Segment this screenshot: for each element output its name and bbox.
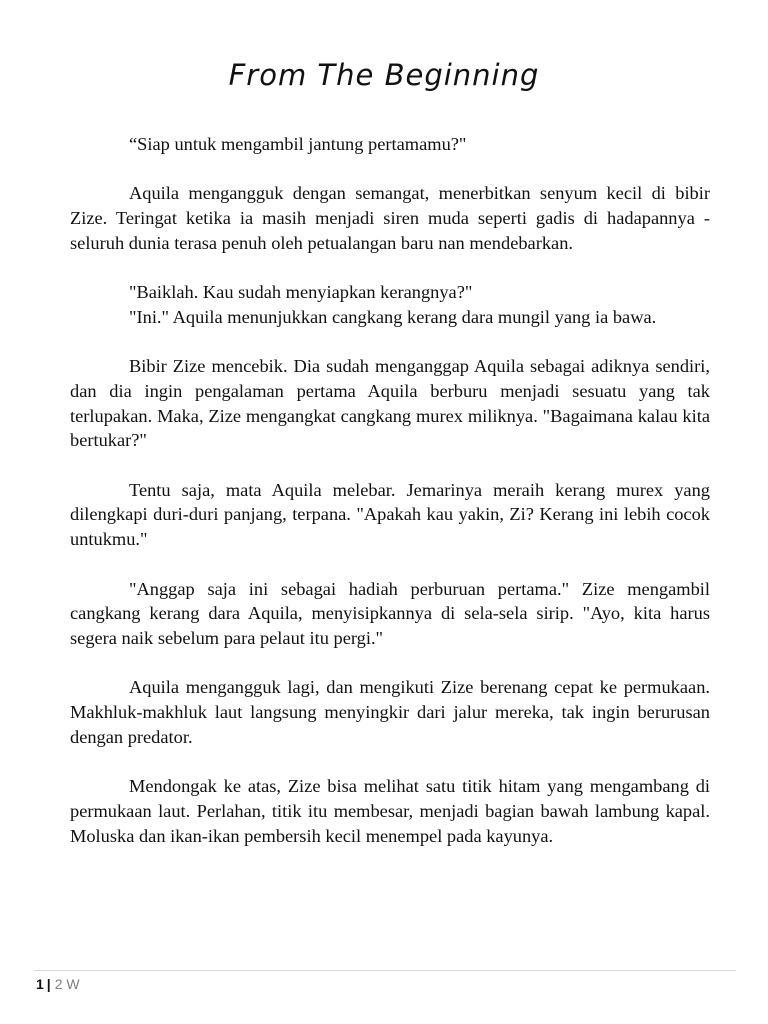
- page-number: 1: [36, 976, 44, 992]
- paragraph: Aquila mengangguk dengan semangat, menerbitkan senyum kecil di bibir Zize. Teringat ketika ia masih menjadi siren muda seperti gadis di hadapannya -seluruh dunia terasa penuh oleh petualangan baru nan mendebarkan.: [70, 183, 710, 253]
- paragraph: “Siap untuk mengambil jantung pertamamu?": [129, 134, 467, 154]
- paragraph: "Ini." Aquila menunjukkan cangkang kerang dara mungil yang ia bawa.: [129, 306, 657, 327]
- footer-divider: [34, 970, 736, 971]
- document-body: [70, 132, 710, 873]
- paragraph: Tentu saja, mata Aquila melebar. Jemarinya meraih kerang murex yang dilengkapi duri-duri panjang, terpana. "Apakah kau yakin, Zi? Kerang ini lebih cocok untukmu.": [70, 479, 710, 550]
- paragraph: Mendongak ke atas, Zize bisa melihat satu titik hitam yang mengambang di permukaan laut. Perlahan, titik itu membesar, menjadi bagian bawah lambung kapal. Moluska dan ikan-ikan pembersih kecil menempel pada kayunya.: [70, 776, 710, 846]
- paragraph: Bibir Zize mencebik. Dia sudah menganggap Aquila sebagai adiknya sendiri, dan dia ingin pengalaman pertama Aquila berburu menjadi sesuatu yang tak terlupakan. Maka, Zize mengangkat cangkang murex miliknya. "Bagaimana kalau kita bertukar?": [70, 356, 710, 451]
- paragraph: Aquila mengangguk lagi, dan mengikuti Zize berenang cepat ke permukaan. Makhluk-makhluk laut langsung menyingkir dari jalur mereka, tak ingin berurusan dengan predator.: [70, 677, 710, 747]
- footer-label: 2 W: [54, 976, 80, 992]
- paragraph: "Anggap saja ini sebagai hadiah perburuan pertama." Zize mengambil cangkang kerang dara Aquila, menyisipkannya di sela-sela sirip. "Ayo, kita harus segera naik sebelum para pelaut itu pergi.": [70, 578, 710, 648]
- page-footer: [36, 976, 80, 992]
- footer-separator: |: [46, 976, 51, 992]
- paragraph: "Baiklah. Kau sudah menyiapkan kerangnya?": [129, 282, 473, 303]
- document-title: From The Beginning: [228, 58, 540, 92]
